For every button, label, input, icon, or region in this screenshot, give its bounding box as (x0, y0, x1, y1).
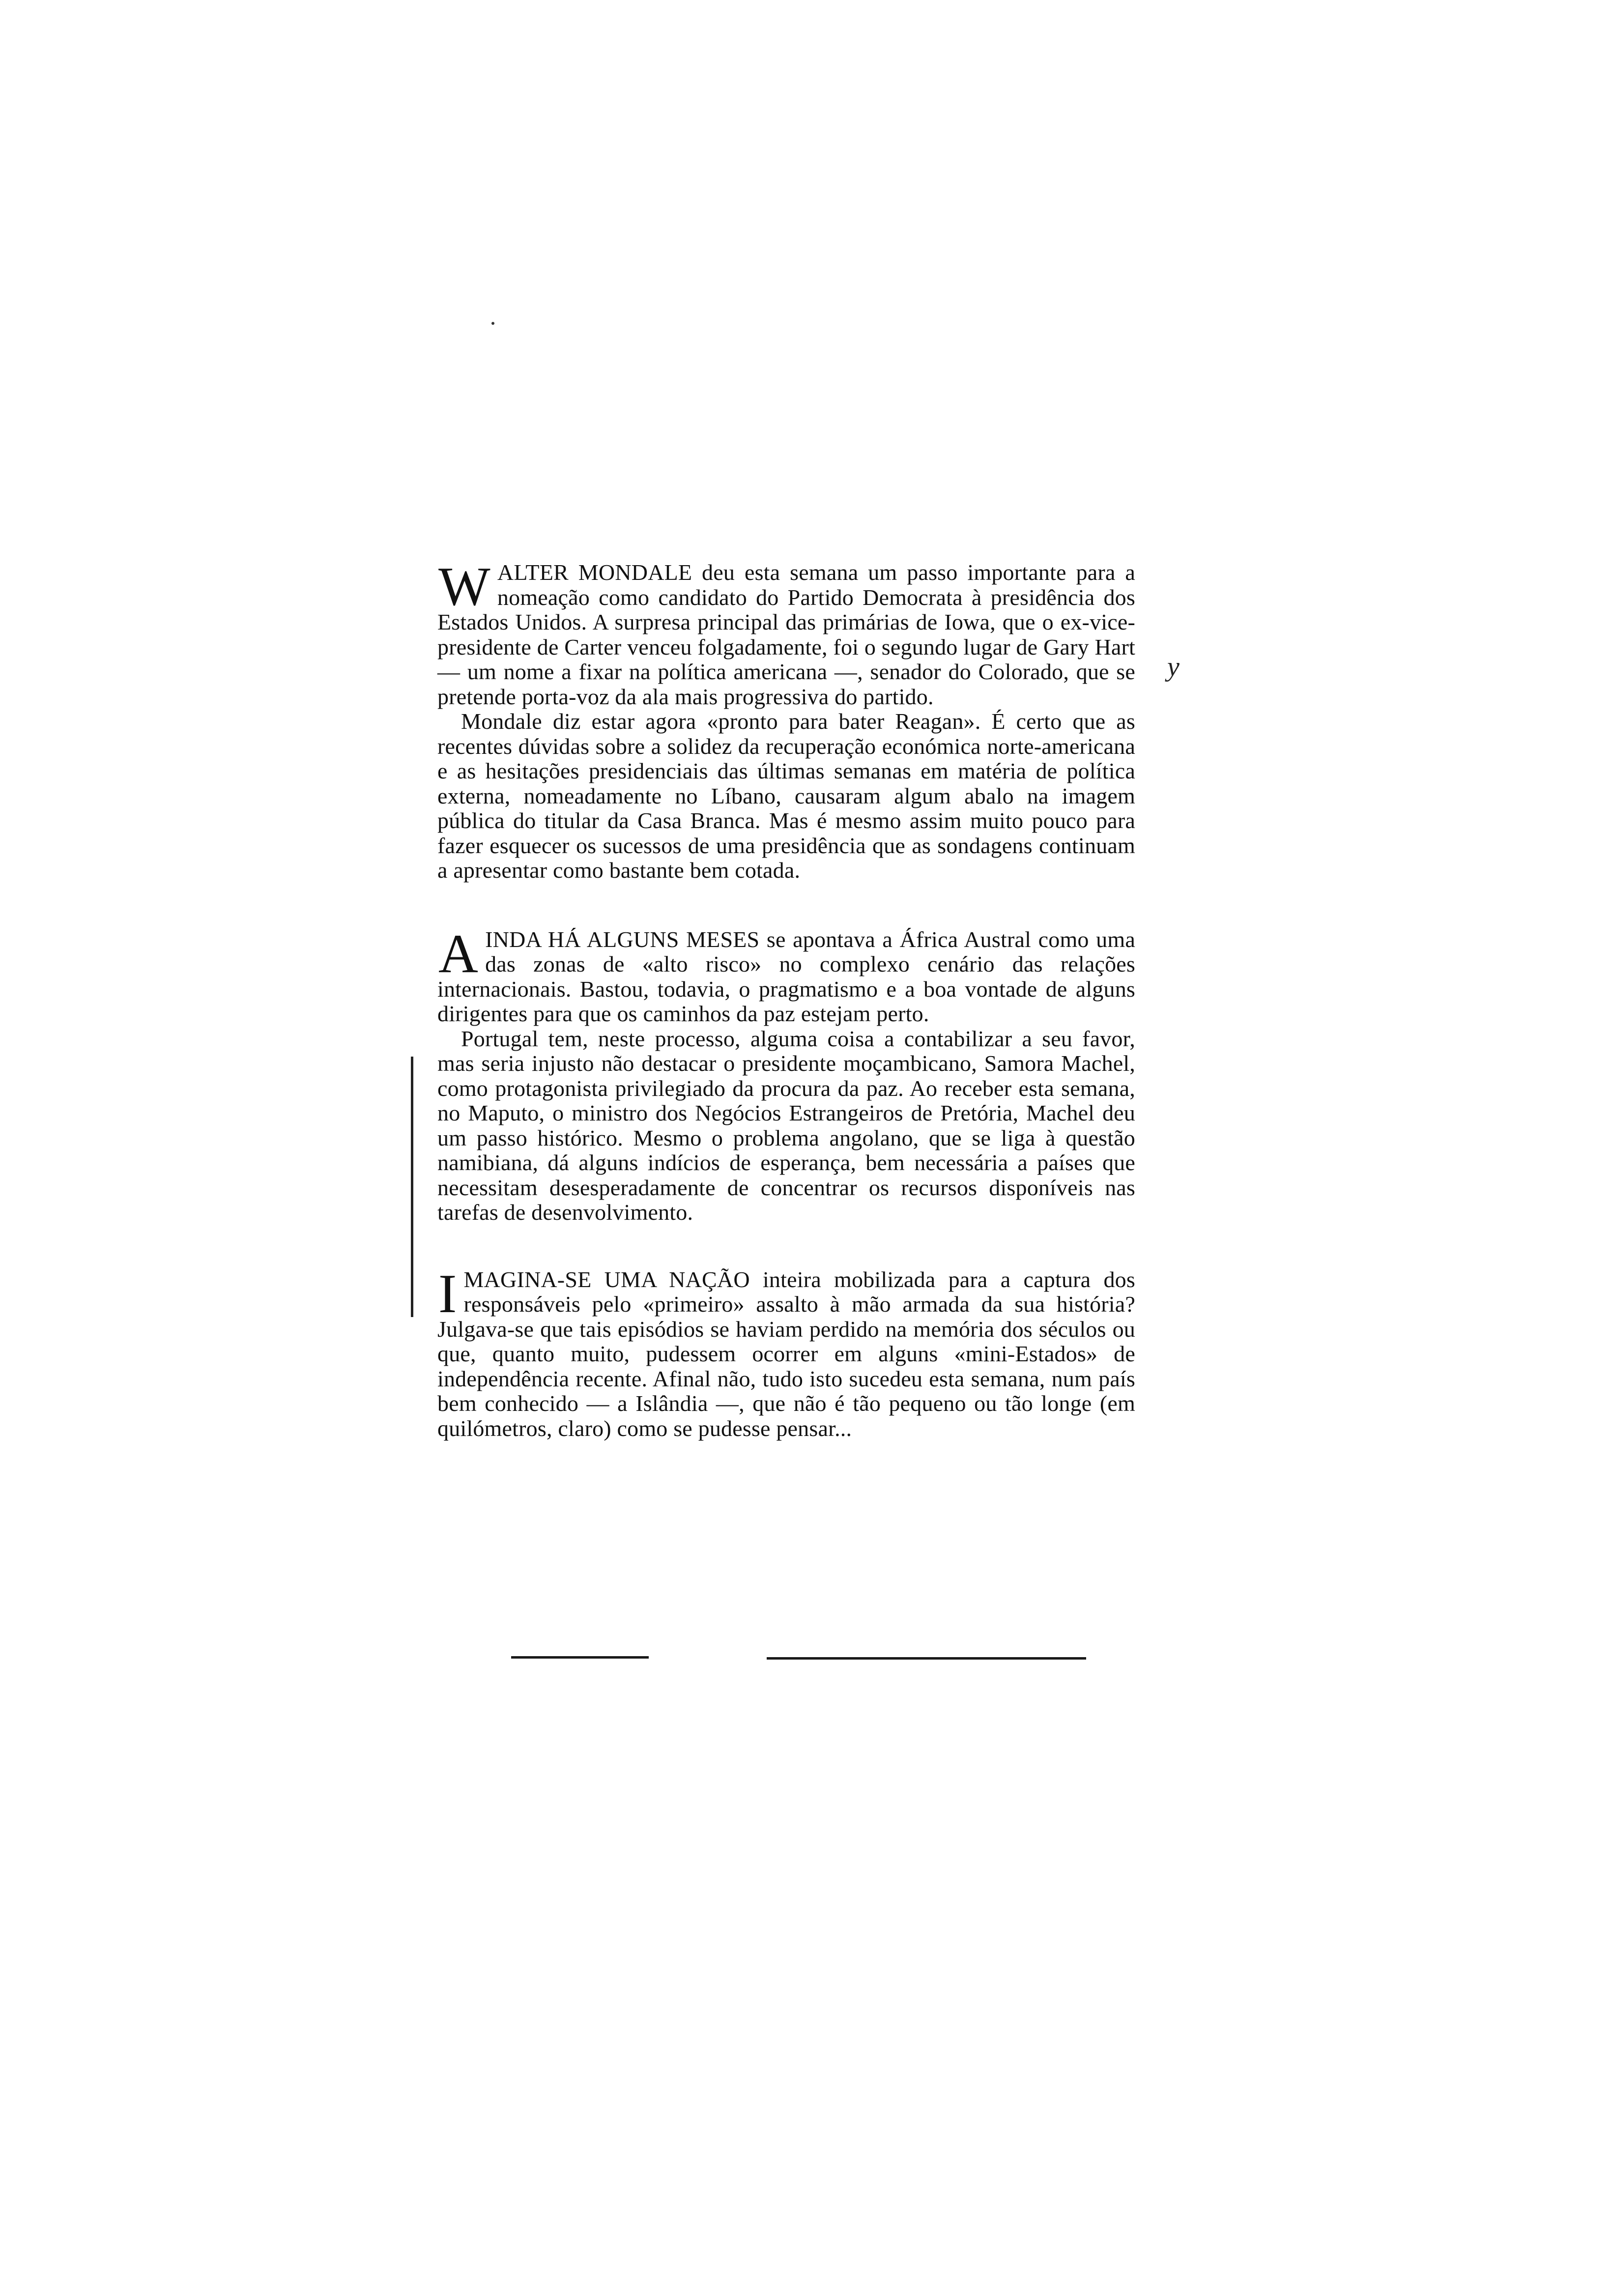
article-lead: ALTER MONDALE (497, 560, 692, 585)
margin-line (411, 1057, 413, 1317)
scan-speck (491, 322, 494, 325)
article-text: inteira mobilizada para a captura dos responsáveis pelo «primeiro» assalto à mão armada da sua história? Julgava-se que tais episódios se haviam perdido na memória dos séculos ou que, quanto muito, pudessem ocorrer em alguns «mini-Estados» de independência recente. Afinal não, tudo isto sucedeu esta semana, num país bem conhecido — a Islândia —, que não é tão pequeno ou tão longe (em quilómetros, claro) como se pudesse pensar... (437, 1266, 1135, 1441)
article-lead: INDA HÁ ALGUNS MESES (485, 926, 760, 952)
bottom-rule (767, 1657, 1086, 1660)
article-paragraph: Mondale diz estar agora «pronto para bater Reagan». É certo que as recentes dúvidas sobre a solidez da recuperação económica norte-americana e as hesitações presidenciais das últimas semanas em matéria de política externa, nomeadamente no Líbano, causaram algum abalo na imagem pública do titular da Casa Branca. Mas é mesmo assim muito pouco para fazer esquecer os sucessos de uma presidência que as sondagens continuam a apresentar como bastante bem cotada. (437, 709, 1135, 883)
margin-annotation: y (1167, 652, 1180, 682)
article-islandia (437, 1263, 1135, 1441)
article-africa-austral (437, 923, 1135, 1225)
drop-cap: A (438, 923, 479, 984)
article-paragraph: Portugal tem, neste processo, alguma coisa a contabilizar a seu favor, mas seria injusto não destacar o presidente moçambicano, Samora Machel, como protagonista privilegiado da procura da paz. Ao receber esta semana, no Maputo, o ministro dos Negócios Estrangeiros de Pretória, Machel deu um passo histórico. Mesmo o problema angolano, que se liga à questão namibiana, dá alguns indícios de esperança, bem necessária a países que necessitam desesperadamente de concentrar os recursos disponíveis nas tarefas de desenvolvimento. (437, 1026, 1135, 1225)
article-mondale (437, 556, 1135, 883)
article-paragraph (437, 556, 1135, 709)
article-text: se apontava a África Austral como uma das zonas de «alto risco» no complexo cenário das relações internacionais. Bastou, todavia, o pragmatismo e a boa vontade de alguns dirigentes para que os caminhos da paz estejam perto. (437, 926, 1135, 1026)
bottom-rule (511, 1656, 649, 1659)
article-lead: MAGINA-SE UMA NAÇÃO (463, 1266, 750, 1292)
article-paragraph (437, 1263, 1135, 1441)
drop-cap: W (438, 556, 490, 617)
article-text: deu esta semana um passo importante para a nomeação como candidato do Partido Democrata à presidência dos Estados Unidos. A surpresa principal das primárias de Iowa, que o ex-vice-presidente de Carter venceu folgadamente, foi o segundo lugar de Gary Hart — um nome a fixar na política americana —, senador do Colorado, que se pretende porta-voz da ala mais progressiva do partido. (437, 560, 1135, 709)
article-paragraph (437, 923, 1135, 1027)
drop-cap: I (438, 1263, 457, 1324)
news-column (437, 556, 1135, 1441)
